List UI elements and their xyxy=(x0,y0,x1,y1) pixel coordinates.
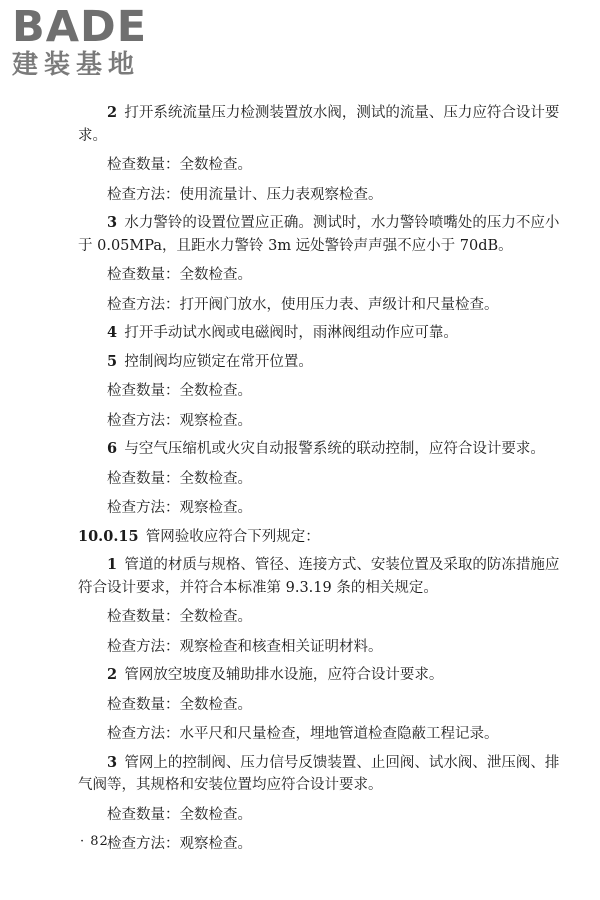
clause-number: 3 xyxy=(107,214,118,231)
clause-number: 4 xyxy=(107,324,118,341)
clause-line xyxy=(78,833,566,856)
clause-text: 管道的材质与规格、管径、连接方式、安装位置及采取的防冻措施应符合设计要求，并符合本标准第 9.3.19 条的相关规定。 xyxy=(78,557,560,596)
clause-text: 管网放空坡度及辅助排水设施，应符合设计要求。 xyxy=(124,667,444,683)
clause-line xyxy=(78,380,566,403)
section-heading xyxy=(78,526,566,549)
clause-number: 3 xyxy=(107,753,118,771)
clause-item xyxy=(78,212,566,257)
clause-text: 检查数量：全数检查。 xyxy=(107,696,252,713)
clause-line xyxy=(78,694,566,717)
bade-logo xyxy=(12,4,182,80)
clause-line xyxy=(78,606,566,629)
clause-text: 打开系统流量压力检测装置放水阀，测试的流量、压力应符合设计要求。 xyxy=(78,105,560,144)
clause-text: 检查方法：打开阀门放水，使用压力表、声级计和尺量检查。 xyxy=(107,296,499,313)
clause-text: 检查方法：观察检查。 xyxy=(107,500,252,516)
clause-text: 与空气压缩机或火灾自动报警系统的联动控制，应符合设计要求。 xyxy=(124,441,545,457)
clause-item xyxy=(78,438,566,461)
page-number: · 82 · xyxy=(80,834,120,849)
logo-subtitle: 建装基地 xyxy=(12,50,141,80)
clause-text: 水力警铃的设置位置应正确。测试时，水力警铃喷嘴处的压力不应小于 0.05MPa，且距水力警铃 3m 远处警铃声声强不应小于 70dB。 xyxy=(78,215,560,254)
clause-item xyxy=(78,351,566,374)
clause-text: 管网验收应符合下列规定： xyxy=(145,528,320,545)
clause-line xyxy=(78,264,566,287)
clause-number: 5 xyxy=(107,352,118,370)
clause-text: 检查数量：全数检查。 xyxy=(107,609,252,625)
clause-line xyxy=(78,497,566,520)
clause-line xyxy=(78,804,566,827)
clause-text: 打开手动试水阀或电磁阀时，雨淋阀组动作应可靠。 xyxy=(124,325,458,341)
clause-number: 2 xyxy=(107,666,118,683)
clause-item xyxy=(78,102,566,147)
clause-line xyxy=(78,154,566,177)
clause-item xyxy=(78,322,566,345)
clause-number: 6 xyxy=(107,440,118,457)
clause-line xyxy=(78,723,566,746)
clause-line xyxy=(78,468,566,491)
clause-line xyxy=(78,294,566,317)
clause-text: 检查方法：观察检查。 xyxy=(107,836,252,852)
clause-text: 检查方法：观察检查。 xyxy=(107,412,252,429)
clause-item xyxy=(78,554,566,599)
logo-wordmark: BADE xyxy=(12,2,148,52)
clause-text: 检查数量：全数检查。 xyxy=(107,267,252,283)
clause-text: 管网上的控制阀、压力信号反馈装置、止回阀、试水阀、泄压阀、排气阀等，其规格和安装位置均应符合设计要求。 xyxy=(78,754,560,793)
clause-text: 检查方法：使用流量计、压力表观察检查。 xyxy=(107,186,383,203)
clause-text: 检查方法：水平尺和尺量检查，埋地管道检查隐蔽工程记录。 xyxy=(107,726,499,742)
clause-number: 10.0.15 xyxy=(78,527,139,545)
clause-text: 检查数量：全数检查。 xyxy=(107,806,252,823)
clause-line xyxy=(78,636,566,659)
clause-text: 检查方法：观察检查和核查相关证明材料。 xyxy=(107,638,383,655)
clause-item xyxy=(78,664,566,687)
clause-text: 检查数量：全数检查。 xyxy=(107,157,252,173)
clause-number: 1 xyxy=(107,556,118,573)
clause-line xyxy=(78,184,566,207)
clause-text: 检查数量：全数检查。 xyxy=(107,383,252,399)
clause-number: 2 xyxy=(107,104,118,121)
document-body xyxy=(78,96,566,856)
clause-item xyxy=(78,752,566,797)
clause-text: 控制阀均应锁定在常开位置。 xyxy=(124,353,313,370)
clause-text: 检查数量：全数检查。 xyxy=(107,470,252,487)
clause-line xyxy=(78,410,566,433)
